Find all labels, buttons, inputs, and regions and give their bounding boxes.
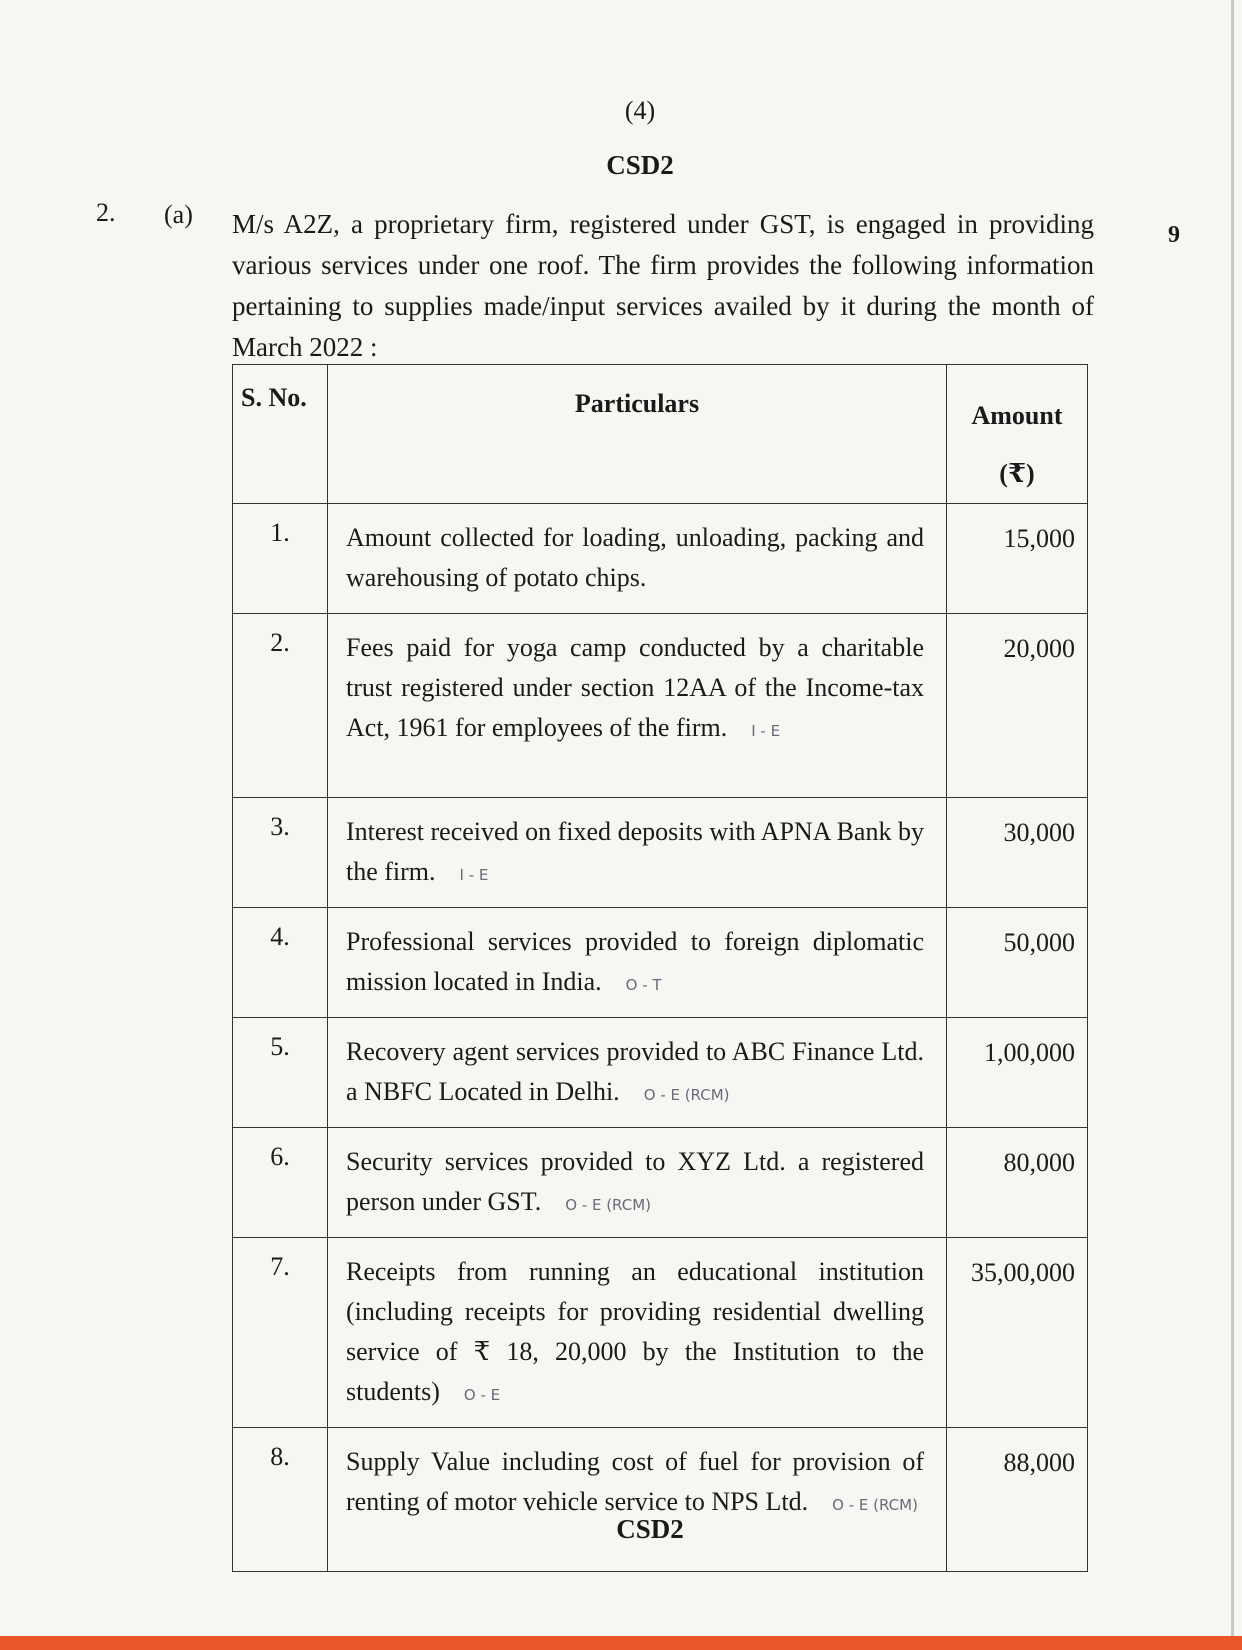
row-amount: 20,000 [947,614,1088,798]
bottom-stripe [0,1636,1242,1650]
page-edge [1231,0,1234,1650]
row-amount: 35,00,000 [947,1238,1088,1428]
page-number: (4) [624,96,656,125]
row-amount: 88,000 [947,1428,1088,1572]
handwritten-note: O - E (RCM) [565,1196,651,1214]
paper-code-top: CSD2 [606,150,674,180]
table-row [233,798,1088,908]
row-sno: 5. [233,1018,328,1128]
header-particulars: Particulars [328,365,947,504]
row-particulars [328,798,947,908]
row-amount: 50,000 [947,908,1088,1018]
handwritten-note: I - E [459,866,489,884]
handwritten-note: O - E (RCM) [832,1496,918,1514]
paper-code-bottom: CSD2 [616,1514,684,1544]
row-sno: 2. [233,614,328,798]
row-text: Professional services provided to foreign diplomatic mission located in India. [346,927,924,996]
row-particulars [328,1018,947,1128]
row-particulars [328,1128,947,1238]
table-row [233,1428,1088,1572]
row-particulars [328,614,947,798]
header-amount [947,365,1088,504]
row-sno: 1. [233,504,328,614]
question-marks: 9 [1168,222,1180,248]
row-text: Amount collected for loading, unloading, packing and warehousing of potato chips. [346,523,924,592]
table-row [233,1128,1088,1238]
handwritten-note: O - T [625,976,662,994]
row-text: Fees paid for yoga camp conducted by a charitable trust registered under section 12AA of the Income-tax Act, 1961 for employees of the firm. [346,633,924,742]
row-sno: 6. [233,1128,328,1238]
row-particulars [328,1428,947,1572]
row-text: Recovery agent services provided to ABC Finance Ltd. a NBFC Located in Delhi. [346,1037,924,1106]
particulars-table [232,364,1088,1572]
row-sno: 8. [233,1428,328,1572]
row-text: Receipts from running an educational institution (including receipts for providing residential dwelling service of ₹ 18, 20,000 by the Institution to the students) [346,1257,924,1406]
row-sno: 7. [233,1238,328,1428]
table-row [233,614,1088,798]
table-row [233,1238,1088,1428]
row-amount: 15,000 [947,504,1088,614]
question-intro: M/s A2Z, a proprietary firm, registered under GST, is engaged in providing various services under one roof. The firm provides the following information pertaining to supplies made/input services availed by it during the month of March 2022 : [232,209,1094,362]
row-text: Interest received on fixed deposits with APNA Bank by the firm. [346,817,924,886]
table-row [233,1018,1088,1128]
question-part: (a) [164,200,193,229]
row-sno: 4. [233,908,328,1018]
handwritten-note: I - E [751,722,781,740]
row-amount: 1,00,000 [947,1018,1088,1128]
row-particulars [328,1238,947,1428]
row-particulars [328,504,947,614]
handwritten-note: O - E (RCM) [643,1086,730,1104]
table-row [233,908,1088,1018]
row-sno: 3. [233,798,328,908]
table-header-row [233,365,1088,504]
row-text: Security services provided to XYZ Ltd. a registered person under GST. [346,1147,924,1216]
row-particulars [328,908,947,1018]
table-row [233,504,1088,614]
header-amount-label: Amount [971,401,1063,430]
row-amount: 30,000 [947,798,1088,908]
header-sno: S. No. [233,365,328,504]
row-text: Supply Value including cost of fuel for provision of renting of motor vehicle service to NPS Ltd. [346,1447,924,1516]
row-amount: 80,000 [947,1128,1088,1238]
question-number: 2. [96,198,116,227]
header-amount-unit: (₹) [999,459,1035,488]
handwritten-note: O - E [463,1386,501,1404]
